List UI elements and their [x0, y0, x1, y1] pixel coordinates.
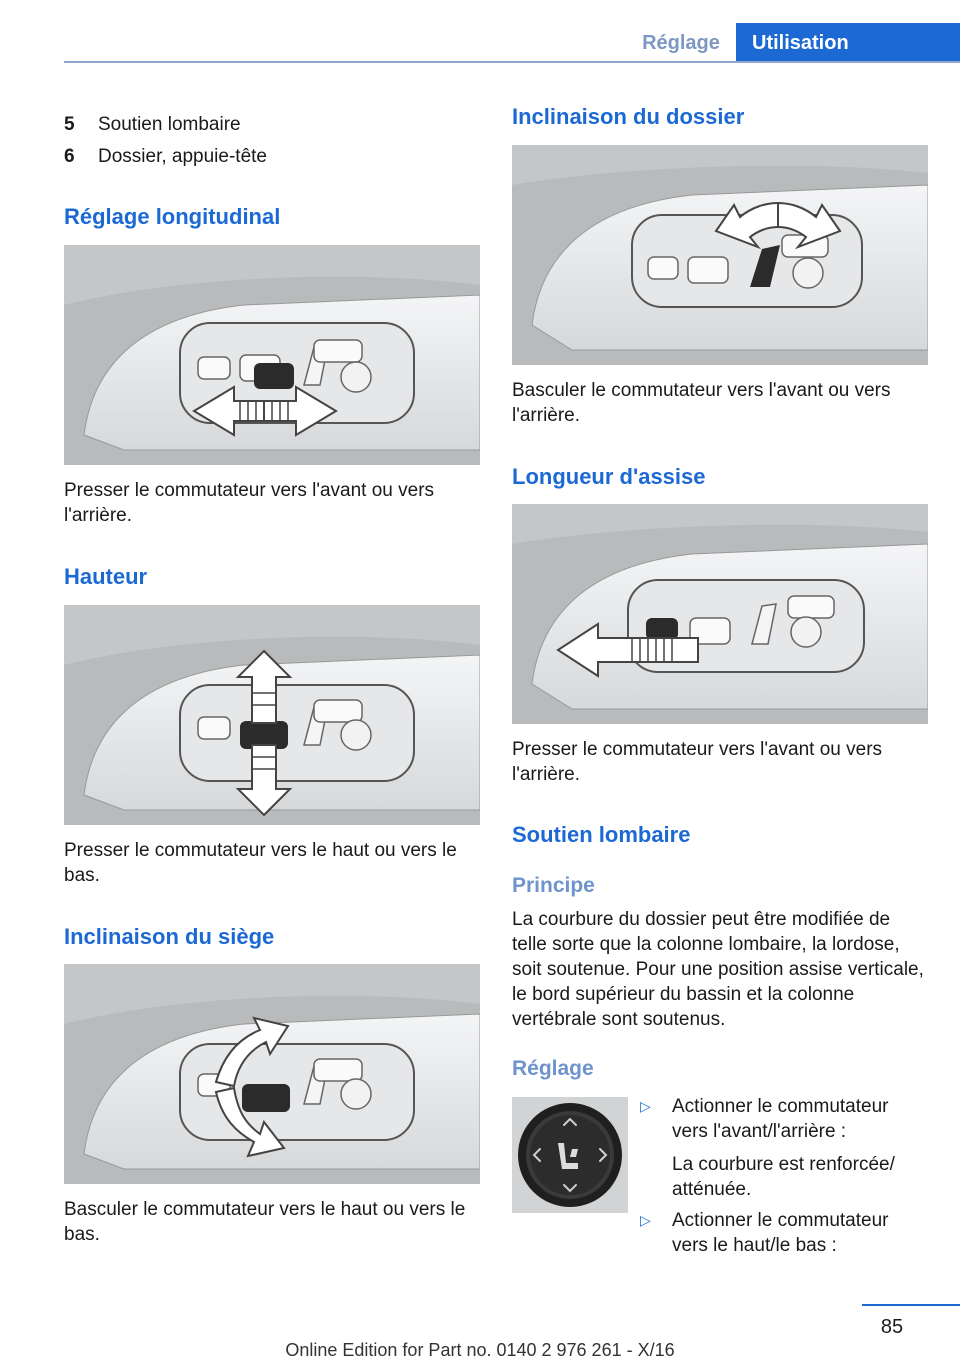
triangle-bullet-icon: ▷ — [640, 1212, 651, 1228]
heading-longitudinal: Réglage longitudinal — [64, 204, 281, 229]
figure-lumbar-switch — [512, 1097, 628, 1213]
figure-seat-length — [512, 504, 928, 724]
figure-height — [64, 605, 480, 825]
heading-seat-length: Longueur d'assise — [512, 464, 706, 489]
heading-height: Hauteur — [64, 564, 148, 589]
caption-backrest-tilt: Basculer le commutateur vers l'avant ou vers l'arrière. — [512, 380, 891, 426]
caption-longitudinal: Presser le commutateur vers l'avant ou vers l'arrière. — [64, 480, 435, 526]
footer-rule — [862, 1304, 960, 1306]
heading-lumbar-support: Soutien lombaire — [512, 822, 691, 847]
principle-text: La courbure du dossier peut être modifiée de telle sorte que la colonne lombaire, la lordose, soit soutenue. Pour une position assise verticale, le bord supérieur du bassin et la colonne vertébrale sont soutenus. — [512, 909, 924, 1030]
heading-backrest-tilt: Inclinaison du dossier — [512, 104, 745, 129]
header-section-tab: Réglage — [642, 32, 720, 54]
header-chapter-tab: Utilisation — [736, 23, 960, 61]
caption-seat-length: Presser le commutateur vers l'avant ou vers l'arrière. — [512, 739, 883, 785]
heading-adjustment: Réglage — [512, 1057, 594, 1080]
bullet-main-text: Actionner le commutateur vers l'avant/l'arrière : — [672, 1096, 889, 1142]
list-item-text: Dossier, appuie-tête — [98, 146, 267, 167]
bullet-main-text: Actionner le commutateur vers le haut/le bas : — [672, 1210, 889, 1256]
page-number: 85 — [880, 1316, 904, 1338]
bullet-sub-text: La courbure est renforcée/ atténuée. — [672, 1154, 895, 1200]
caption-seat-tilt: Basculer le commutateur vers le haut ou vers le bas. — [64, 1199, 466, 1245]
list-item-number: 5 — [64, 114, 75, 135]
figure-longitudinal — [64, 245, 480, 465]
heading-principle: Principe — [512, 874, 595, 897]
heading-seat-tilt: Inclinaison du siège — [64, 924, 275, 949]
list-item-text: Soutien lombaire — [98, 114, 241, 135]
figure-backrest-tilt — [512, 145, 928, 365]
caption-height: Presser le commutateur vers le haut ou vers le bas. — [64, 840, 457, 886]
header-rule — [64, 61, 960, 63]
list-item-number: 6 — [64, 146, 75, 167]
edition-footer: Online Edition for Part no. 0140 2 976 261 - X/16 — [285, 1340, 675, 1360]
triangle-bullet-icon: ▷ — [640, 1098, 651, 1114]
figure-seat-tilt — [64, 964, 480, 1184]
